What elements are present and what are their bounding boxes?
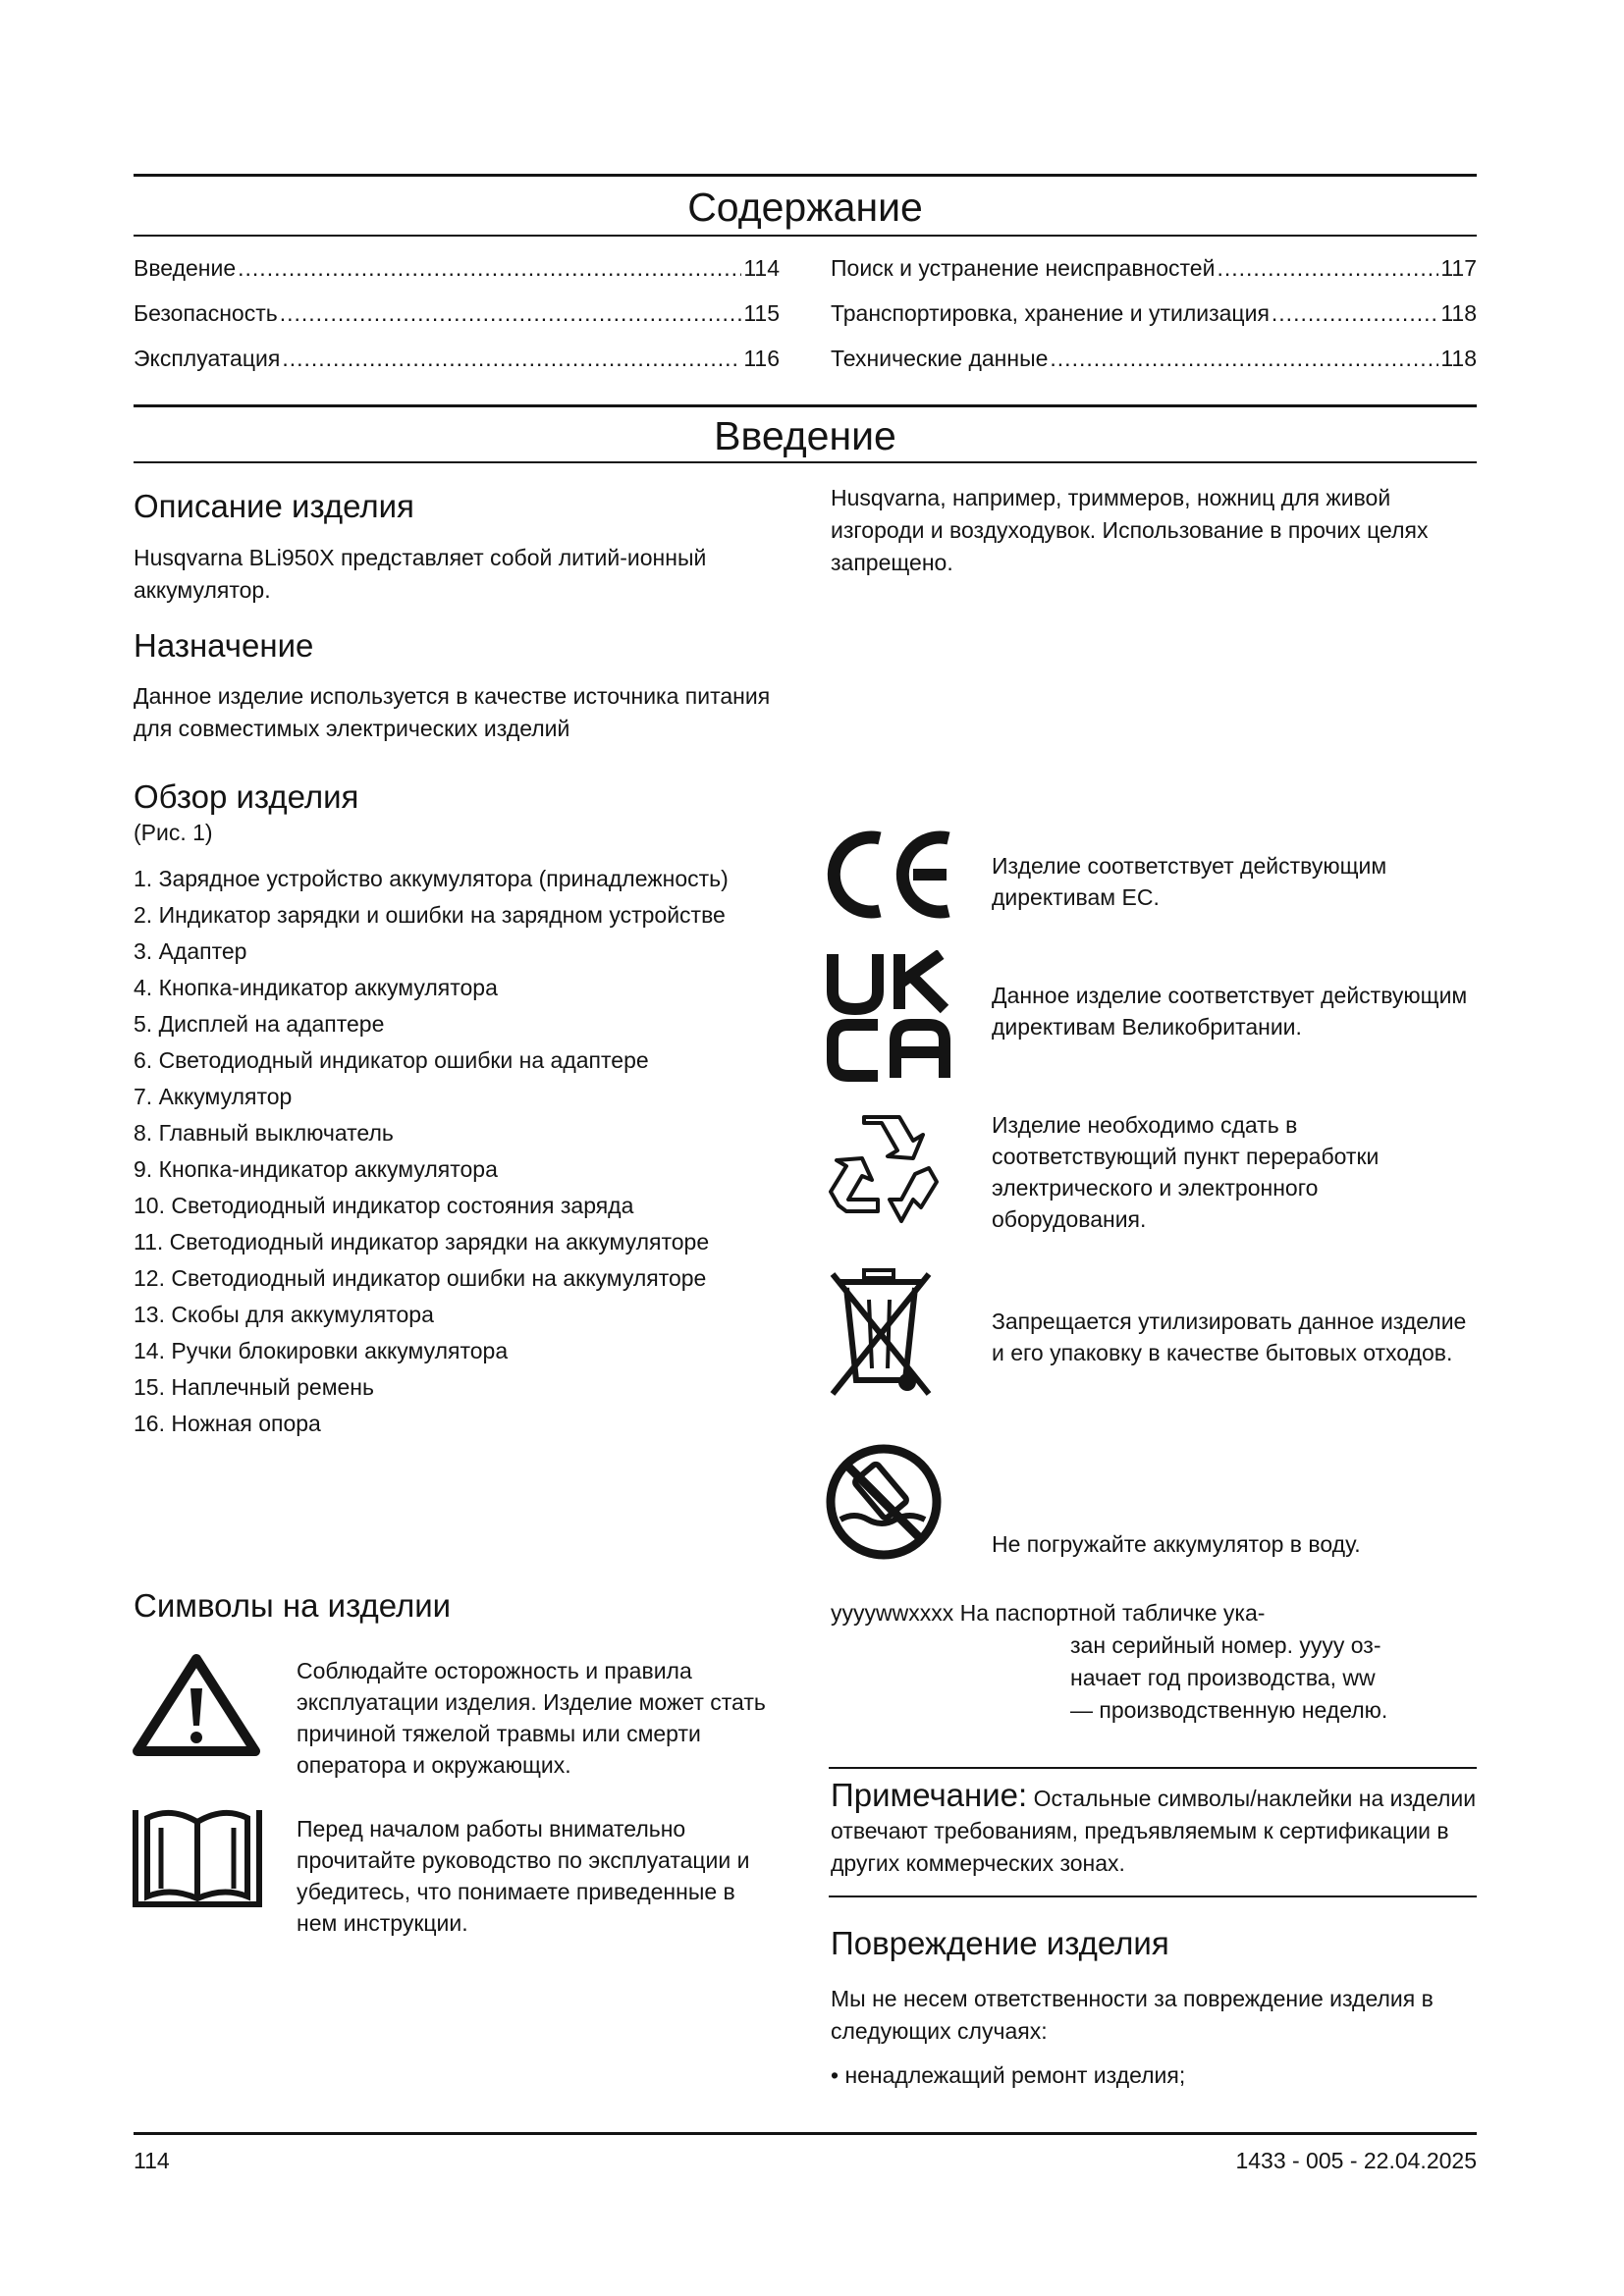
toc-page: 114 — [743, 255, 780, 281]
toc-label: Транспортировка, хранение и утилизация — [831, 300, 1270, 326]
serial-text-line-2: зан серийный номер. yyyy оз- — [1070, 1632, 1381, 1658]
toc-label: Безопасность — [134, 300, 278, 326]
toc-entry-operation[interactable] — [134, 344, 780, 373]
toc-page: 117 — [1440, 255, 1477, 281]
symbols-heading: Символы на изделии — [134, 1587, 452, 1624]
serial-text-line-3: начает год производства, ww — [1070, 1665, 1376, 1690]
serial-text: На паспортной табличке ука- — [959, 1600, 1266, 1626]
ce-text: Изделие соответствует действующим директивам ЕС. — [992, 853, 1387, 910]
note-block — [831, 1779, 1479, 1880]
recycle-text: Изделие необходимо сдать в соответствующий пункт переработки электрического и электронного оборудования. — [992, 1112, 1380, 1232]
recycle-icon — [821, 1111, 943, 1225]
damage-text: Мы не несем ответственности за повреждение изделия в следующих случаях: — [831, 1986, 1434, 2044]
list-item: 6. Светодиодный индикатор ошибки на адаптере — [134, 1047, 649, 1073]
toc-entry-transport[interactable] — [831, 298, 1477, 328]
manual-book-icon — [132, 1802, 263, 1912]
damage-bullet: • ненадлежащий ремонт изделия; — [831, 2062, 1186, 2088]
document-code: 1433 - 005 - 22.04.2025 — [1235, 2148, 1477, 2173]
toc-entry-intro[interactable] — [134, 253, 780, 283]
top-rule — [134, 174, 1477, 177]
toc-label: Введение — [134, 255, 237, 281]
list-item: 5. Дисплей на адаптере — [134, 1011, 385, 1037]
list-item: 11. Светодиодный индикатор зарядки на аккумуляторе — [134, 1229, 710, 1255]
note-rule-bottom — [829, 1896, 1477, 1897]
crossed-bin-icon — [825, 1266, 935, 1398]
list-item: 15. Наплечный ремень — [134, 1374, 374, 1400]
weee-text: Запрещается утилизировать данное изделие и его упаковку в качестве бытовых отходов. — [992, 1308, 1467, 1365]
section-rule-bottom — [134, 461, 1477, 463]
section-rule-top — [134, 404, 1477, 407]
list-item: 1. Зарядное устройство аккумулятора (принадлежность) — [134, 866, 729, 891]
toc-label: Поиск и устранение неисправностей — [831, 255, 1216, 281]
overview-list — [134, 864, 782, 1445]
warning-triangle-icon — [130, 1651, 263, 1759]
no-water-immersion-icon — [823, 1441, 945, 1563]
list-item: 12. Светодиодный индикатор ошибки на аккумуляторе — [134, 1265, 707, 1291]
manual-text: Перед началом работы внимательно прочитайте руководство по эксплуатации и убедитесь, что понимаете приведенные в нем инструкции. — [297, 1816, 750, 1936]
ukca-mark-icon — [825, 950, 952, 1082]
description-heading: Описание изделия — [134, 488, 414, 524]
note-rule-top — [829, 1767, 1477, 1769]
note-label: Примечание: — [831, 1777, 1028, 1813]
serial-text-line-4: — производственную неделю. — [1070, 1697, 1388, 1723]
serial-code: yyyywwxxxx — [831, 1600, 954, 1626]
section-title: Введение — [714, 413, 896, 458]
figure-reference: (Рис. 1) — [134, 820, 213, 845]
list-item: 16. Ножная опора — [134, 1411, 321, 1436]
contents-title: Содержание — [687, 185, 923, 230]
toc-page: 116 — [743, 346, 780, 371]
ce-mark-icon — [823, 830, 956, 919]
list-item: 10. Светодиодный индикатор состояния заряда — [134, 1193, 634, 1218]
toc-page: 118 — [1440, 300, 1477, 326]
damage-heading: Повреждение изделия — [831, 1925, 1169, 1961]
toc-label: Технические данные — [831, 346, 1049, 371]
contents-rule — [134, 235, 1477, 237]
purpose-text: Данное изделие используется в качестве источника питания для совместимых электрических изделий — [134, 683, 771, 741]
overview-heading: Обзор изделия — [134, 778, 359, 815]
purpose-continued-text: Husqvarna, например, триммеров, ножниц для живой изгороди и воздуходувок. Использование в прочих целях запрещено. — [831, 485, 1429, 575]
ukca-text: Данное изделие соответствует действующим директивам Великобритании. — [992, 983, 1468, 1040]
list-item: 8. Главный выключатель — [134, 1120, 394, 1146]
list-item: 2. Индикатор зарядки и ошибки на зарядном устройстве — [134, 902, 726, 928]
toc-page: 115 — [743, 300, 780, 326]
list-item: 4. Кнопка-индикатор аккумулятора — [134, 975, 498, 1000]
list-item: 3. Адаптер — [134, 938, 247, 964]
serial-number-text — [831, 1597, 1265, 1629]
warning-text: Соблюдайте осторожность и правила эксплуатации изделия. Изделие может стать причиной тяжелой травмы или смерти оператора и окружающих. — [297, 1658, 766, 1778]
list-item: 14. Ручки блокировки аккумулятора — [134, 1338, 509, 1363]
page-number: 114 — [134, 2148, 170, 2173]
toc-label: Эксплуатация — [134, 346, 281, 371]
list-item: 13. Скобы для аккумулятора — [134, 1302, 434, 1327]
purpose-heading: Назначение — [134, 627, 314, 664]
toc-entry-technical[interactable] — [831, 344, 1477, 373]
list-item: 7. Аккумулятор — [134, 1084, 293, 1109]
toc-entry-safety[interactable] — [134, 298, 780, 328]
toc-page: 118 — [1440, 346, 1477, 371]
note-text: Остальные символы/наклейки на изделии отвечают требованиям, предъявляемым к сертификации в других коммерческих зонах. — [831, 1786, 1477, 1876]
description-text: Husqvarna BLi950X представляет собой литий-ионный аккумулятор. — [134, 545, 707, 603]
toc-entry-troubleshooting[interactable] — [831, 253, 1477, 283]
water-text: Не погружайте аккумулятор в воду. — [992, 1531, 1361, 1557]
footer-rule — [134, 2132, 1477, 2135]
list-item: 9. Кнопка-индикатор аккумулятора — [134, 1156, 498, 1182]
